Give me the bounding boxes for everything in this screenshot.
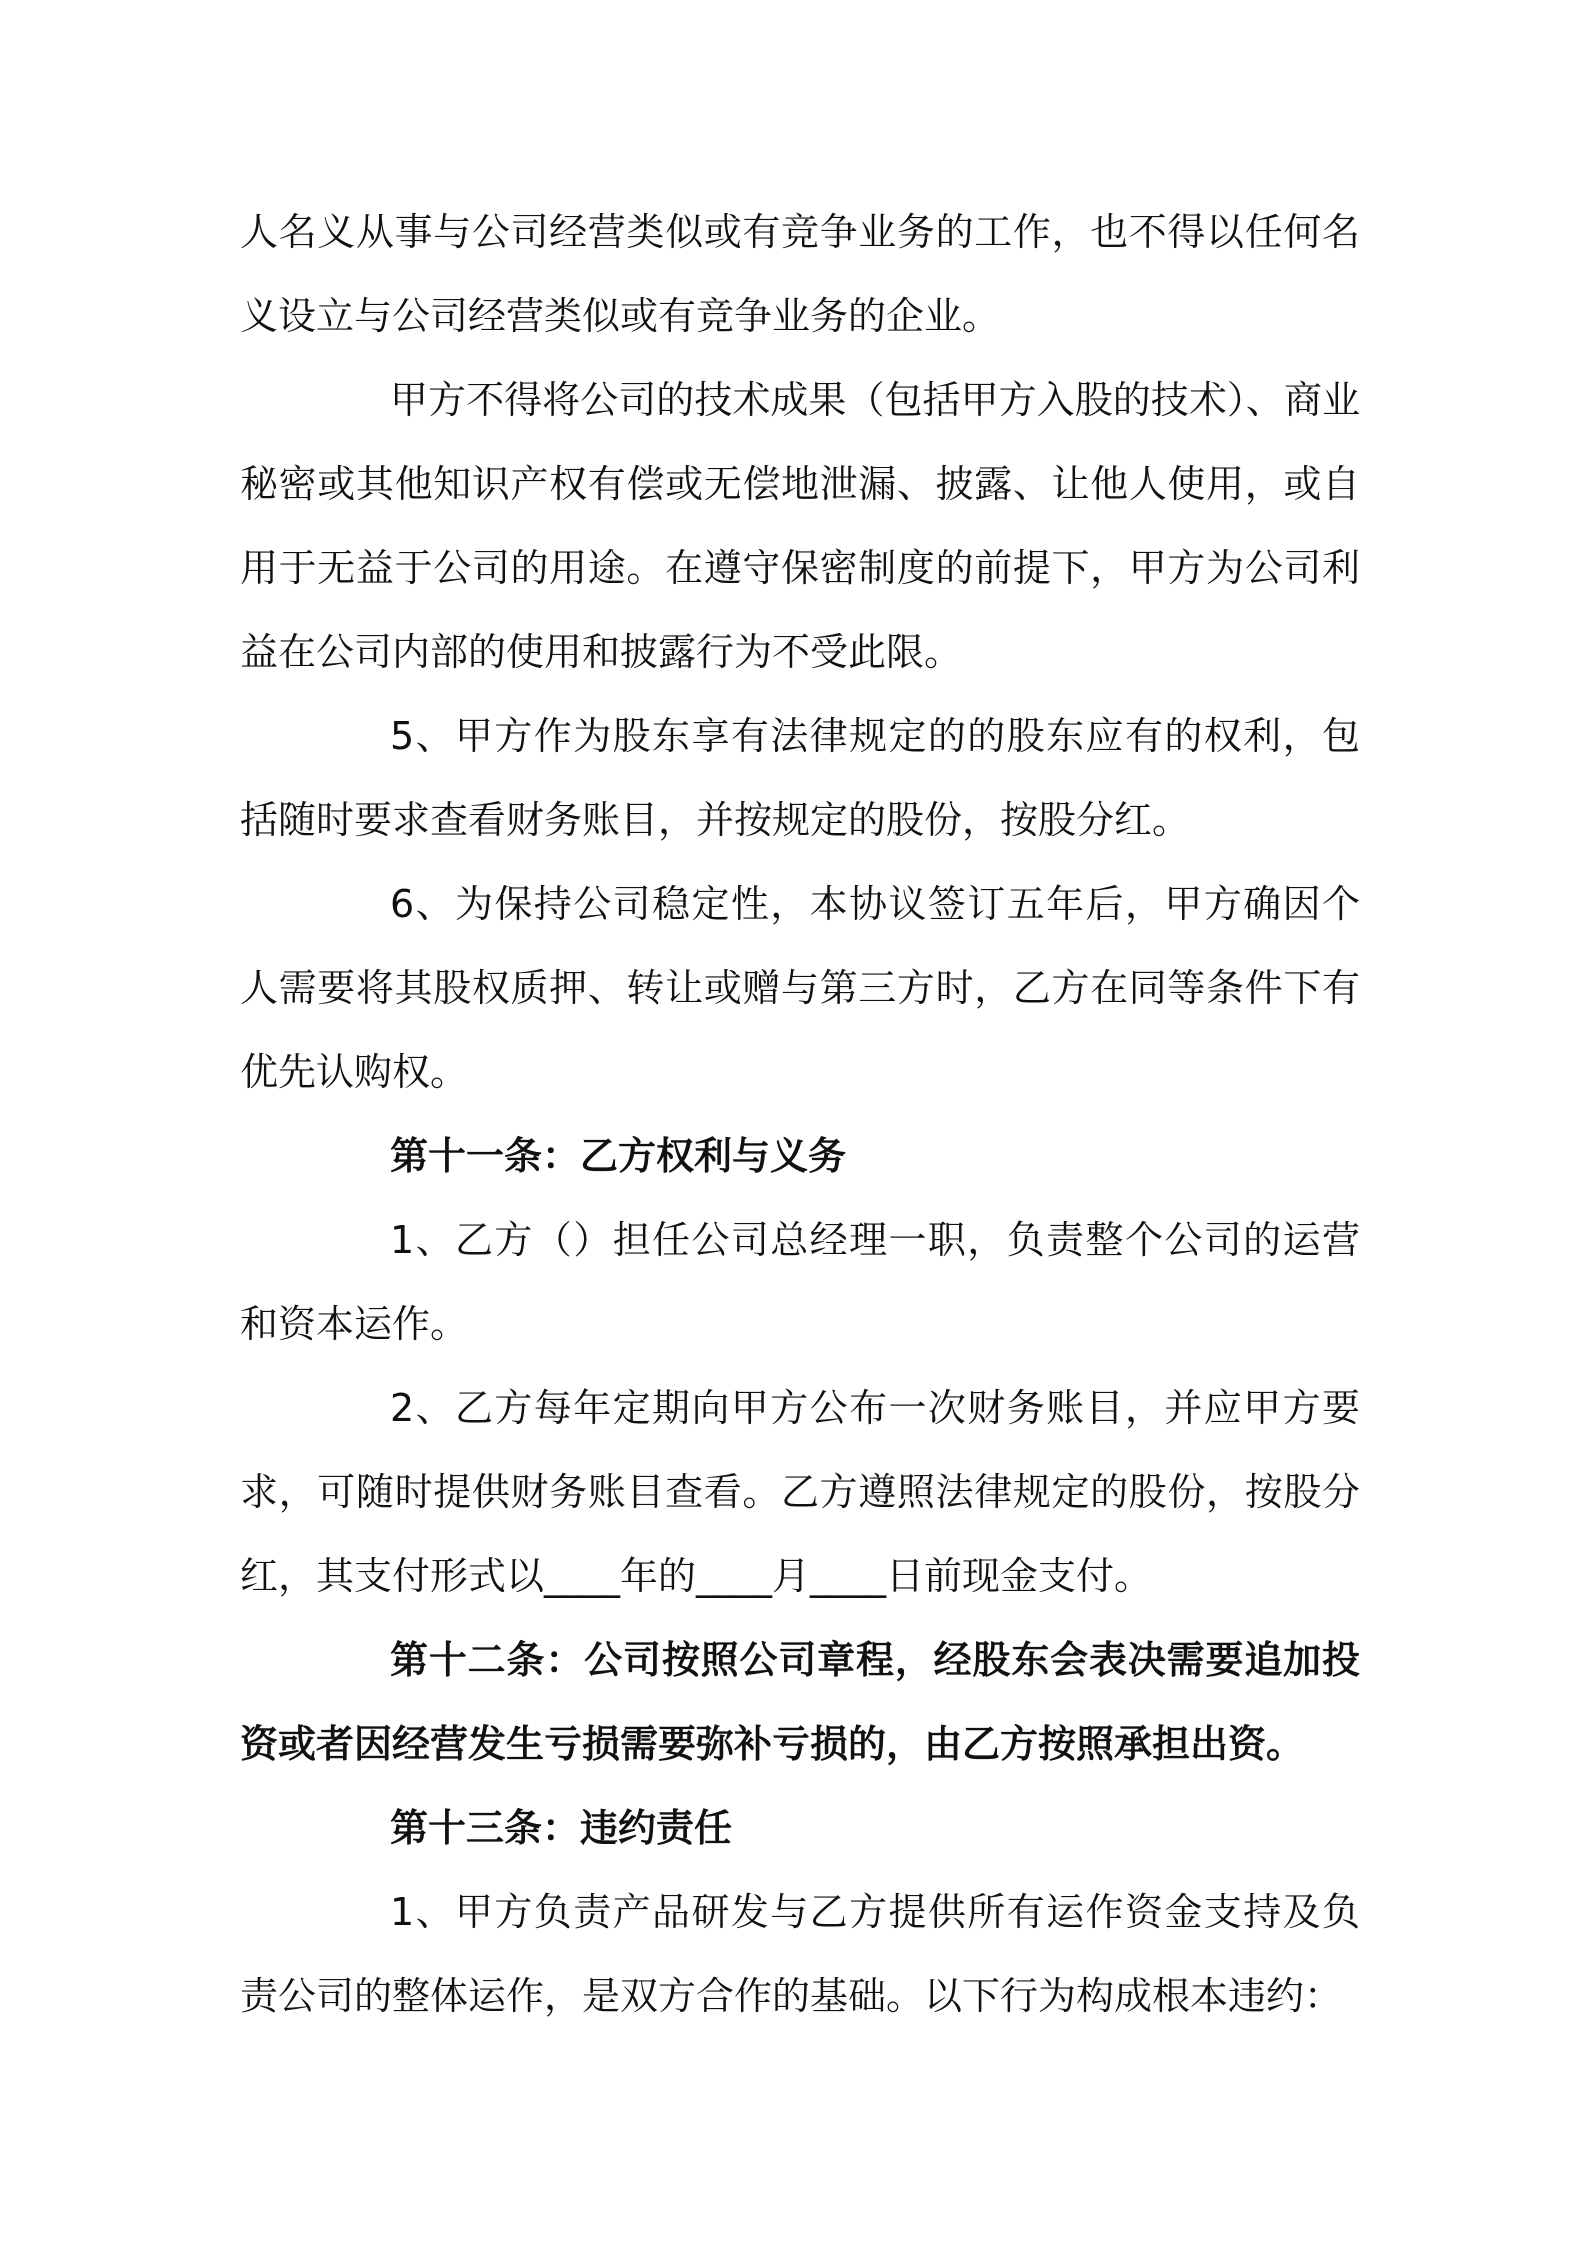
paragraph-3: 5、甲方作为股东享有法律规定的的股东应有的权利，包括随时要求查看财务账目，并按规定的股份，按股分红。 [240, 714, 1360, 842]
paragraph-10: 1、甲方负责产品研发与乙方提供所有运作资金支持及负责公司的整体运作，是双方合作的基础。以下行为构成根本违约： [240, 1890, 1360, 2018]
paragraph-6: 1、乙方（）担任公司总经理一职，负责整个公司的运营和资本运作。 [240, 1218, 1360, 1346]
paragraph-4: 6、为保持公司稳定性，本协议签订五年后，甲方确因个人需要将其股权质押、转让或赠与第三方时，乙方在同等条件下有优先认购权。 [240, 882, 1360, 1094]
document-body [240, 190, 1360, 2038]
article-13-heading: 第十三条：违约责任 [390, 1806, 733, 1850]
article-11-heading: 第十一条：乙方权利与义务 [390, 1134, 847, 1178]
paragraph-1: 人名义从事与公司经营类似或有竞争业务的工作，也不得以任何名义设立与公司经营类似或有竞争业务的企业。 [240, 210, 1360, 338]
paragraph-2: 甲方不得将公司的技术成果（包括甲方入股的技术）、商业秘密或其他知识产权有偿或无偿地泄漏、披露、让他人使用，或自用于无益于公司的用途。在遵守保密制度的前提下，甲方为公司利益在公司内部的使用和披露行为不受此限。 [240, 378, 1360, 674]
paragraph-7: 2、乙方每年定期向甲方公布一次财务账目，并应甲方要求，可随时提供财务账目查看。乙方遵照法律规定的股份，按股分红，其支付形式以____年的____月____日前现金支付。 [240, 1386, 1360, 1598]
article-12-heading: 第十二条：公司按照公司章程，经股东会表决需要追加投资或者因经营发生亏损需要弥补亏损的，由乙方按照承担出资。 [240, 1638, 1360, 1766]
